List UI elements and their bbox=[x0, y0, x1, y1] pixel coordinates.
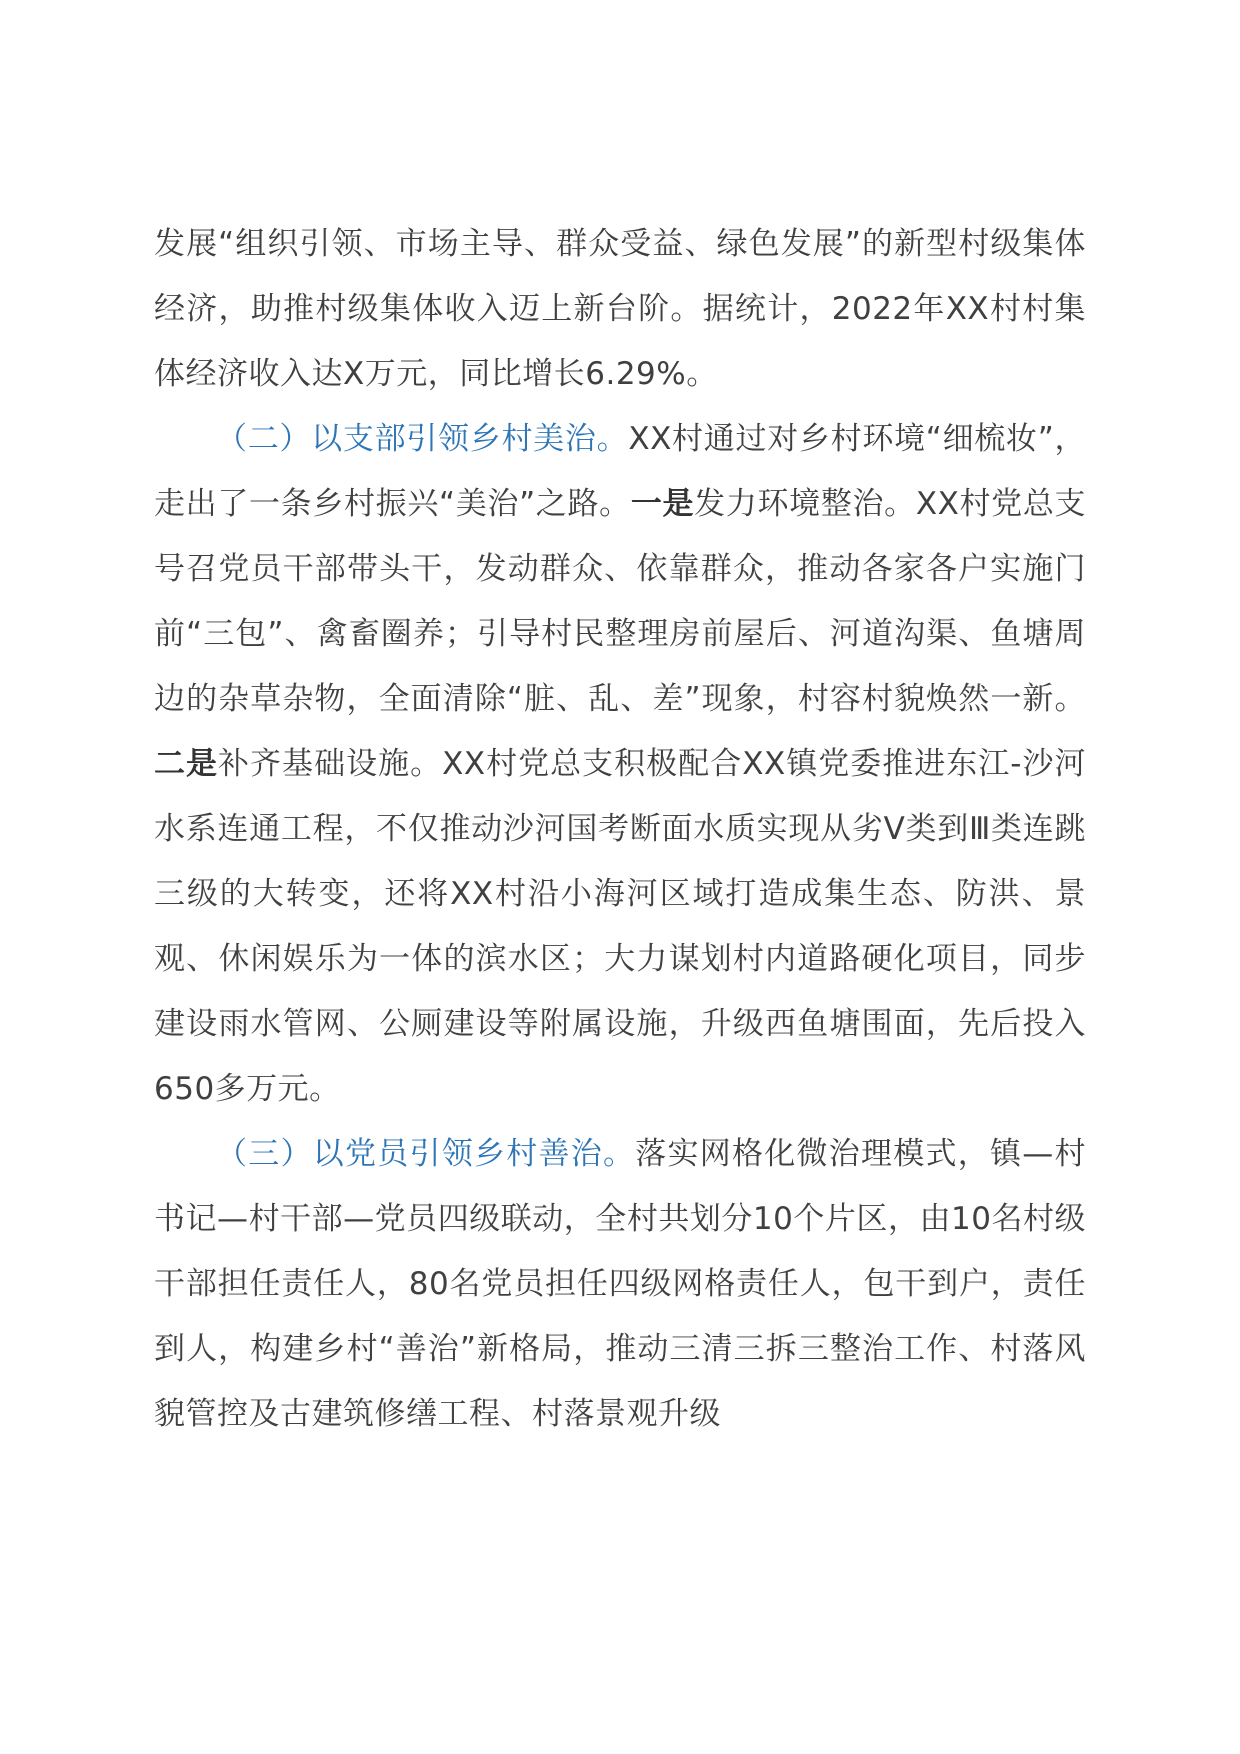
document-body bbox=[154, 212, 1086, 1447]
point-label-1: 一是 bbox=[630, 486, 695, 522]
section-intro-2: XX村通过对乡村环境“细梳妆”，走出了一条乡村振兴“美治”之路。 bbox=[154, 421, 1086, 522]
section-heading-2: （二）以支部引领乡村美治。 bbox=[216, 421, 629, 457]
paragraph-section-2 bbox=[154, 407, 1086, 1122]
paragraph-text: 发展“组织引领、市场主导、群众受益、绿色发展”的新型村级集体经济，助推村级集体收入迈上新台阶。据统计，2022年XX村村集体经济收入达X万元，同比增长6.29%。 bbox=[154, 226, 1086, 392]
point-text-2: 补齐基础设施。XX村党总支积极配合XX镇党委推进东江-沙河水系连通工程，不仅推动沙河国考断面水质实现从劣Ⅴ类到Ⅲ类连跳三级的大转变，还将XX村沿小海河区域打造成集生态、防洪、景观、休闲娱乐为一体的滨水区；大力谋划村内道路硬化项目，同步建设雨水管网、公厕建设等附属设施，升级西鱼塘围面，先后投入650多万元。 bbox=[154, 746, 1086, 1107]
point-label-2: 二是 bbox=[154, 746, 219, 782]
section-text-3: 落实网格化微治理模式，镇—村书记—村干部—党员四级联动，全村共划分10个片区，由10名村级干部担任责任人，80名党员担任四级网格责任人，包干到户，责任到人，构建乡村“善治”新格局，推动三清三拆三整治工作、村落风貌管控及古建筑修缮工程、村落景观升级 bbox=[154, 1136, 1086, 1432]
paragraph-economy-continuation bbox=[154, 212, 1086, 407]
point-text-1: 发力环境整治。XX村党总支号召党员干部带头干，发动群众、依靠群众，推动各家各户实施门前“三包”、禽畜圈养；引导村民整理房前屋后、河道沟渠、鱼塘周边的杂草杂物，全面清除“脏、乱、差”现象，村容村貌焕然一新。 bbox=[154, 486, 1086, 717]
section-heading-3: （三）以党员引领乡村善治。 bbox=[216, 1136, 636, 1172]
paragraph-section-3 bbox=[154, 1122, 1086, 1447]
